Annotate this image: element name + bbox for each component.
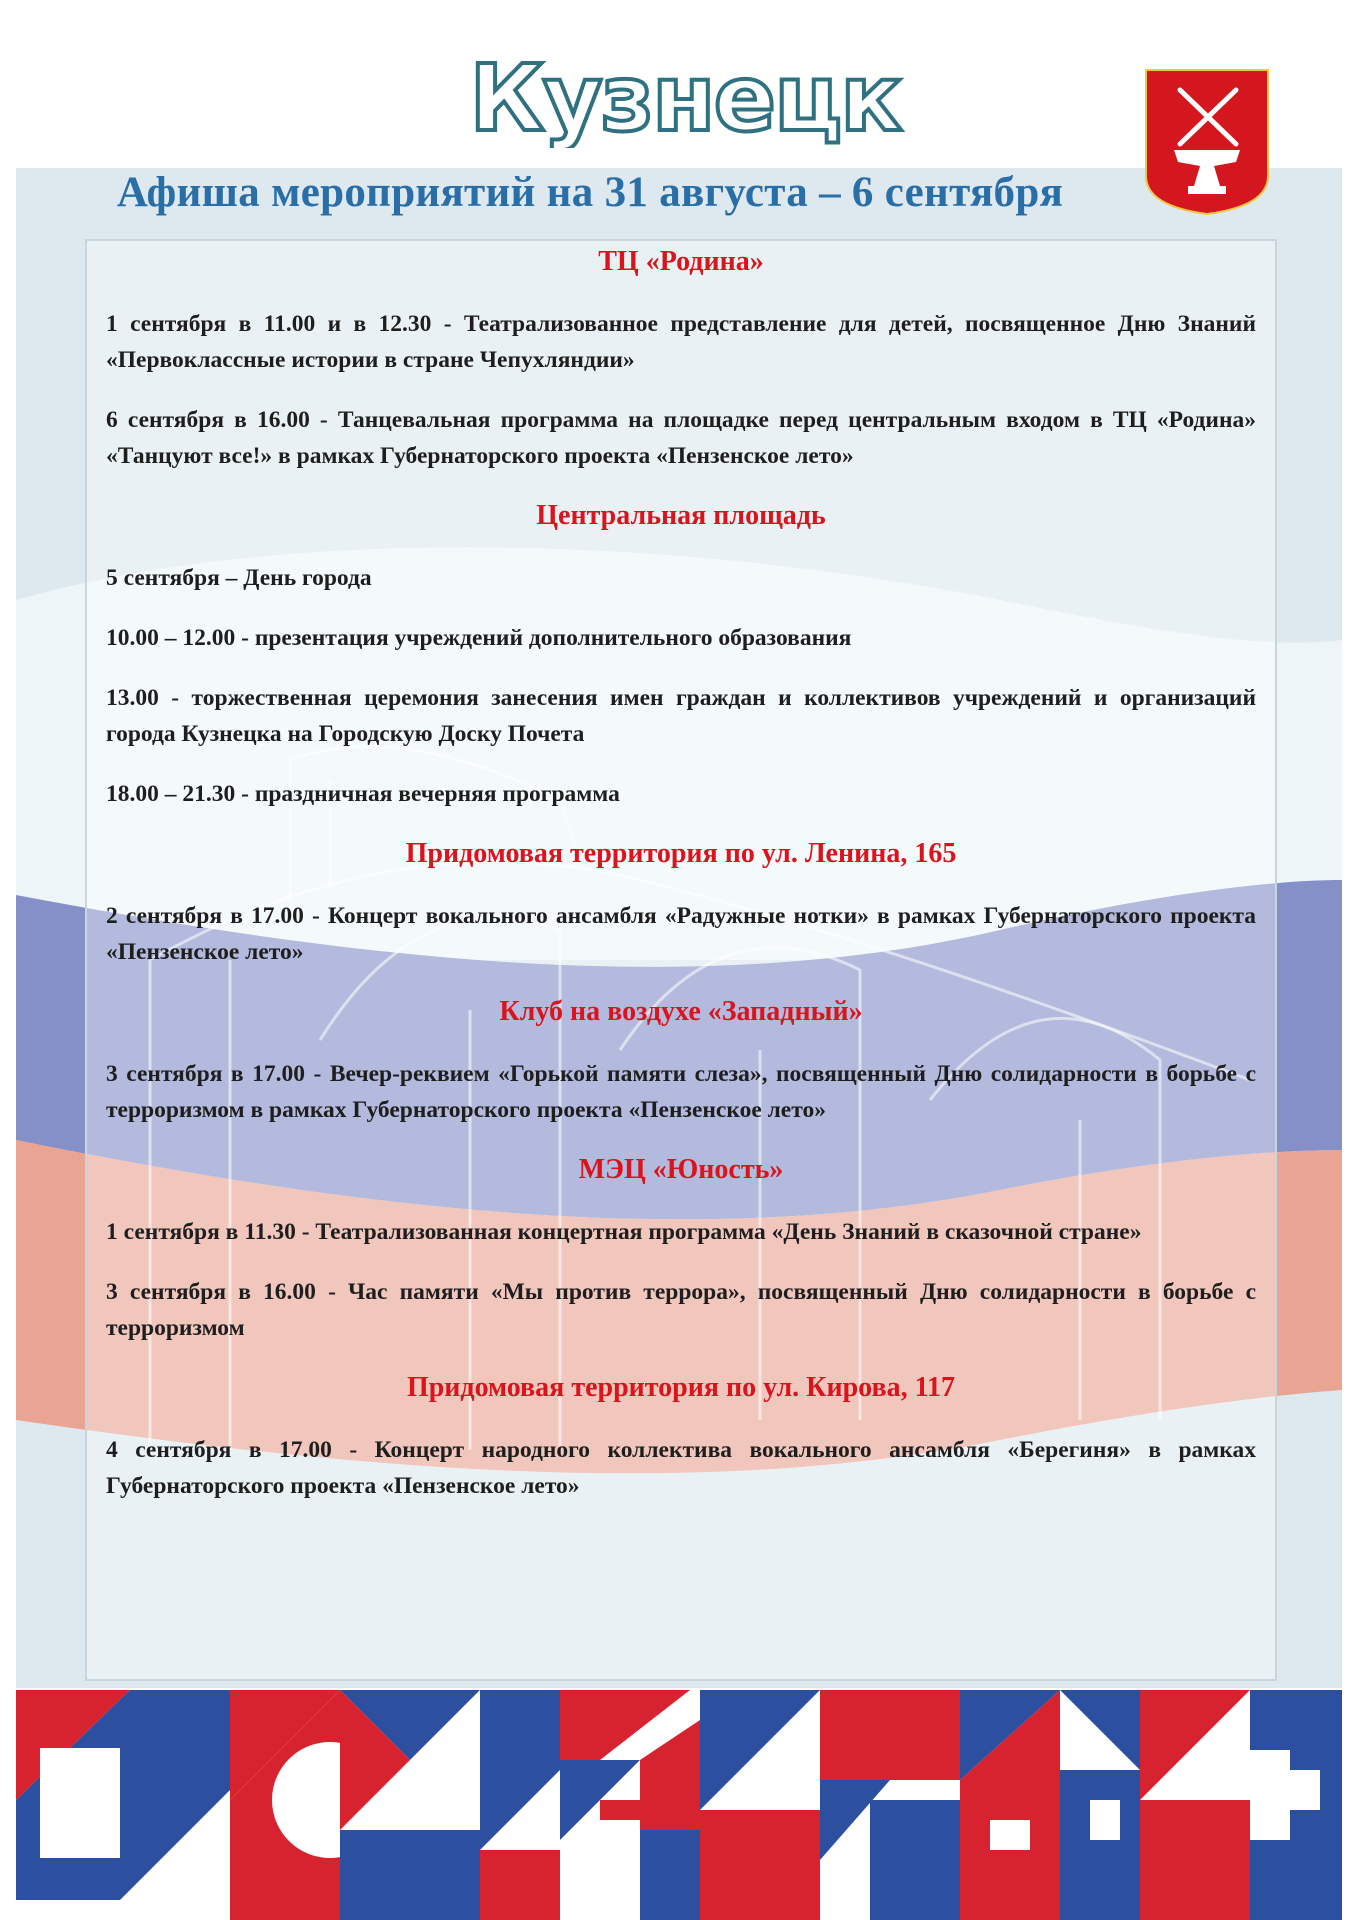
coat-of-arms-icon [1140,66,1274,218]
event-item: 13.00 - торжественная церемония занесения имен граждан и коллективов учреждений и организаций города Кузнецка на Городскую Доску Почета [106,685,1256,747]
section-title: Придомовая территория по ул. Ленина, 165 [405,838,957,869]
event-item: 18.00 – 21.30 - праздничная вечерняя программа [106,781,620,807]
section-mec-yunost [106,1152,1256,1346]
logo-text: Кузнецк [469,48,901,148]
section-central-square [106,498,1256,812]
section-lenina-165 [106,836,1256,970]
section-title: Придомовая территория по ул. Кирова, 117 [406,1372,956,1403]
section-tc-rodina [106,244,1256,474]
events-list [106,244,1256,1528]
event-item: 10.00 – 12.00 - презентация учреждений дополнительного образования [106,625,852,651]
section-title: ТЦ «Родина» [598,246,764,277]
section-title: Центральная площадь [536,500,826,531]
event-item: 3 сентября в 16.00 - Час памяти «Мы против террора», посвященный Дню солидарности в борьбе с терроризмом [106,1279,1256,1341]
event-item: 1 сентября в 11.00 и в 12.30 - Театрализованное представление для детей, посвященное Дню Знаний «Первоклассные истории в стране Чепухляндии» [106,311,1256,373]
event-item: 3 сентября в 17.00 - Вечер-реквием «Горькой памяти слеза», посвященный Дню солидарности в борьбе с терроризмом в рамках Губернаторского проекта «Пензенское лето» [106,1061,1256,1123]
event-item: 2 сентября в 17.00 - Концерт вокального ансамбля «Радужные нотки» в рамках Губернаторского проекта «Пензенское лето» [106,903,1256,965]
section-kirova-117 [106,1370,1256,1504]
city-logo [460,48,910,148]
event-item: 5 сентября – День города [106,565,372,591]
page-title: Афиша мероприятий на 31 августа – 6 сентября [116,169,1064,216]
event-item: 1 сентября в 11.30 - Театрализованная концертная программа «День Знаний в сказочной стране» [106,1219,1142,1245]
section-title: МЭЦ «Юность» [578,1154,784,1185]
event-item: 6 сентября в 16.00 - Танцевальная программа на площадке перед центральным входом в ТЦ «Родина» «Танцуют все!» в рамках Губернаторского проекта «Пензенское лето» [106,407,1256,469]
event-item: 4 сентября в 17.00 - Концерт народного коллектива вокального ансамбля «Берегиня» в рамках Губернаторского проекта «Пензенское лето» [106,1437,1256,1499]
section-club-zapadny [106,994,1256,1128]
section-title: Клуб на воздухе «Западный» [499,996,863,1027]
